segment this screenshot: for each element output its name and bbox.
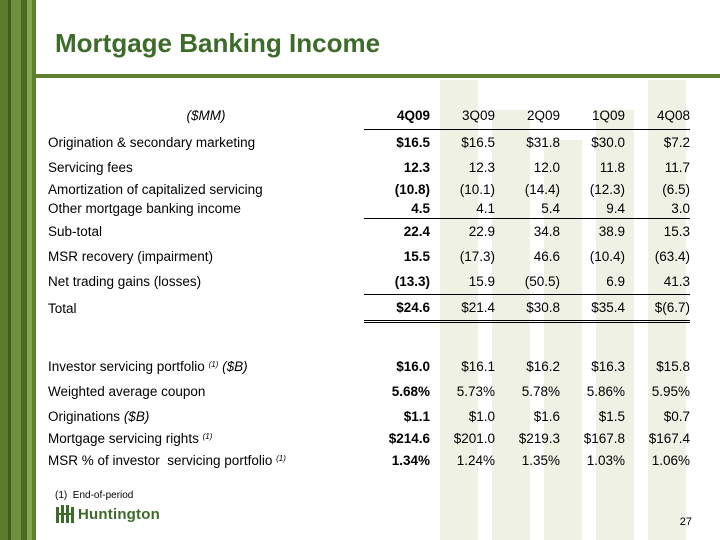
logo-text: Huntington bbox=[78, 505, 160, 523]
table-cell: 22.9 bbox=[468, 224, 495, 239]
row-label: Net trading gains (losses) bbox=[48, 274, 202, 290]
decorative-bar bbox=[11, 0, 21, 540]
table-cell: 5.95% bbox=[651, 384, 690, 399]
table-row bbox=[48, 379, 690, 404]
table-cell: $16.1 bbox=[461, 359, 495, 374]
table-cell: (10.1) bbox=[459, 182, 495, 197]
table-cell: $1.1 bbox=[403, 409, 430, 424]
row-label: Originations ($B) bbox=[48, 409, 150, 424]
column-header: 4Q09 bbox=[364, 101, 430, 130]
table-cell: 15.9 bbox=[430, 269, 495, 295]
table-cell: $1.5 bbox=[598, 409, 625, 424]
table-cell: 34.8 bbox=[533, 224, 560, 239]
table-cell: (63.4) bbox=[654, 249, 690, 264]
page-title: Mortgage Banking Income bbox=[55, 28, 381, 58]
row-label: MSR recovery (impairment) bbox=[48, 249, 214, 264]
huntington-logo bbox=[56, 504, 160, 524]
table-row bbox=[48, 404, 690, 429]
column-header: 2Q09 bbox=[495, 101, 560, 130]
table-row bbox=[48, 155, 690, 180]
unit-label: ($B) bbox=[123, 409, 150, 424]
table-cell: (14.4) bbox=[524, 182, 560, 197]
table-cell: 6.9 bbox=[560, 269, 625, 295]
table-cell: $15.8 bbox=[656, 359, 690, 374]
table-cell: $201.0 bbox=[453, 431, 495, 446]
table-row bbox=[48, 269, 690, 295]
table-cell: (12.3) bbox=[589, 182, 625, 197]
table-cell: $214.6 bbox=[388, 431, 430, 446]
table-row bbox=[48, 429, 690, 448]
row-label: Sub-total bbox=[48, 223, 103, 239]
table-cell: $16.2 bbox=[526, 359, 560, 374]
footnote-marker: (1) bbox=[202, 432, 213, 441]
table-cell: (17.3) bbox=[459, 249, 495, 264]
table-cell: $16.5 bbox=[396, 135, 430, 150]
decorative-bar bbox=[0, 0, 8, 540]
table-cell: $1.0 bbox=[468, 409, 495, 424]
row-label: Other mortgage banking income bbox=[48, 201, 241, 217]
footnote-marker: (1) bbox=[276, 454, 286, 463]
table-row bbox=[48, 180, 690, 199]
footnote-marker: (1) bbox=[208, 360, 219, 369]
table-cell: $219.3 bbox=[518, 431, 560, 446]
table-row bbox=[48, 448, 690, 473]
table-cell: 1.03% bbox=[586, 453, 625, 468]
table-cell: $24.6 bbox=[364, 295, 430, 322]
table-row bbox=[48, 354, 690, 379]
table-cell: $35.4 bbox=[560, 295, 625, 322]
table-cell: $16.3 bbox=[591, 359, 625, 374]
row-label: Investor servicing portfolio $^{(1)}$ ($B) bbox=[48, 359, 248, 374]
column-header: 3Q09 bbox=[430, 101, 495, 130]
table-row bbox=[48, 295, 690, 322]
row-label: Weighted average coupon bbox=[48, 384, 206, 399]
table-cell: 15.3 bbox=[663, 224, 690, 239]
table-cell: $30.0 bbox=[591, 135, 625, 150]
title-rule bbox=[36, 74, 720, 78]
row-label: Total bbox=[48, 300, 77, 316]
table-cell: 22.4 bbox=[403, 224, 430, 239]
decorative-bar bbox=[32, 0, 36, 540]
table-cell: 12.0 bbox=[533, 160, 560, 175]
row-label: Mortgage servicing rights $^{(1)}$ bbox=[48, 431, 213, 446]
table-cell: $0.7 bbox=[663, 409, 690, 424]
table-spacer bbox=[48, 322, 690, 355]
table-cell: 12.3 bbox=[468, 160, 495, 175]
table-cell: 4.5 bbox=[364, 199, 430, 219]
table-cell: $30.8 bbox=[495, 295, 560, 322]
table-cell: $16.5 bbox=[461, 135, 495, 150]
table-row bbox=[48, 130, 690, 156]
table-cell: $167.4 bbox=[648, 431, 690, 446]
table-cell: 5.86% bbox=[586, 384, 625, 399]
footnote: (1) End-of-period bbox=[55, 490, 134, 501]
table-cell: 5.73% bbox=[456, 384, 495, 399]
table-cell: (6.5) bbox=[662, 182, 690, 197]
page-number: 27 bbox=[679, 516, 692, 528]
logo-icon bbox=[56, 505, 74, 523]
table-cell: 38.9 bbox=[598, 224, 625, 239]
table-cell: 3.0 bbox=[625, 199, 690, 219]
table-cell: 4.1 bbox=[430, 199, 495, 219]
table-cell: 11.8 bbox=[599, 160, 625, 175]
row-label: Amortization of capitalized servicing bbox=[48, 182, 263, 197]
table-header-row bbox=[48, 101, 690, 130]
row-label: Origination & secondary marketing bbox=[48, 134, 256, 150]
table-cell: 5.68% bbox=[391, 384, 430, 399]
table-cell: $21.4 bbox=[430, 295, 495, 322]
table-cell: 12.3 bbox=[403, 160, 430, 175]
column-header: 4Q08 bbox=[625, 101, 690, 130]
column-header: 1Q09 bbox=[560, 101, 625, 130]
table-cell: (50.5) bbox=[495, 269, 560, 295]
table-cell: $31.8 bbox=[526, 135, 560, 150]
table-cell: 46.6 bbox=[533, 249, 560, 264]
table-cell: 41.3 bbox=[625, 269, 690, 295]
table-row bbox=[48, 219, 690, 245]
table-cell: 1.06% bbox=[651, 453, 690, 468]
table-cell: 5.4 bbox=[495, 199, 560, 219]
table-cell: $167.8 bbox=[583, 431, 625, 446]
row-label: Servicing fees bbox=[48, 160, 133, 175]
table-cell: $7.2 bbox=[663, 135, 690, 150]
table-cell: 15.5 bbox=[403, 249, 430, 264]
table-cell: 9.4 bbox=[560, 199, 625, 219]
table-cell: $16.0 bbox=[396, 359, 430, 374]
table-cell: 1.34% bbox=[391, 453, 430, 468]
table-cell: 11.7 bbox=[664, 160, 690, 175]
table-cell: $1.6 bbox=[533, 409, 560, 424]
mortgage-income-table bbox=[48, 101, 690, 473]
table-row bbox=[48, 244, 690, 269]
unit-label: ($MM) bbox=[186, 107, 226, 123]
unit-label: ($B) bbox=[222, 359, 248, 374]
table-cell: (10.4) bbox=[589, 249, 625, 264]
row-label: MSR % of investor servicing portfolio $^{(1)}$ bbox=[48, 453, 286, 468]
table-cell: (13.3) bbox=[364, 269, 430, 295]
table-cell: $(6.7) bbox=[625, 295, 690, 322]
table-cell: 5.78% bbox=[521, 384, 560, 399]
table-cell: 1.24% bbox=[456, 453, 495, 468]
table-cell: 1.35% bbox=[521, 453, 560, 468]
table-row bbox=[48, 199, 690, 219]
table-cell: (10.8) bbox=[394, 182, 430, 197]
